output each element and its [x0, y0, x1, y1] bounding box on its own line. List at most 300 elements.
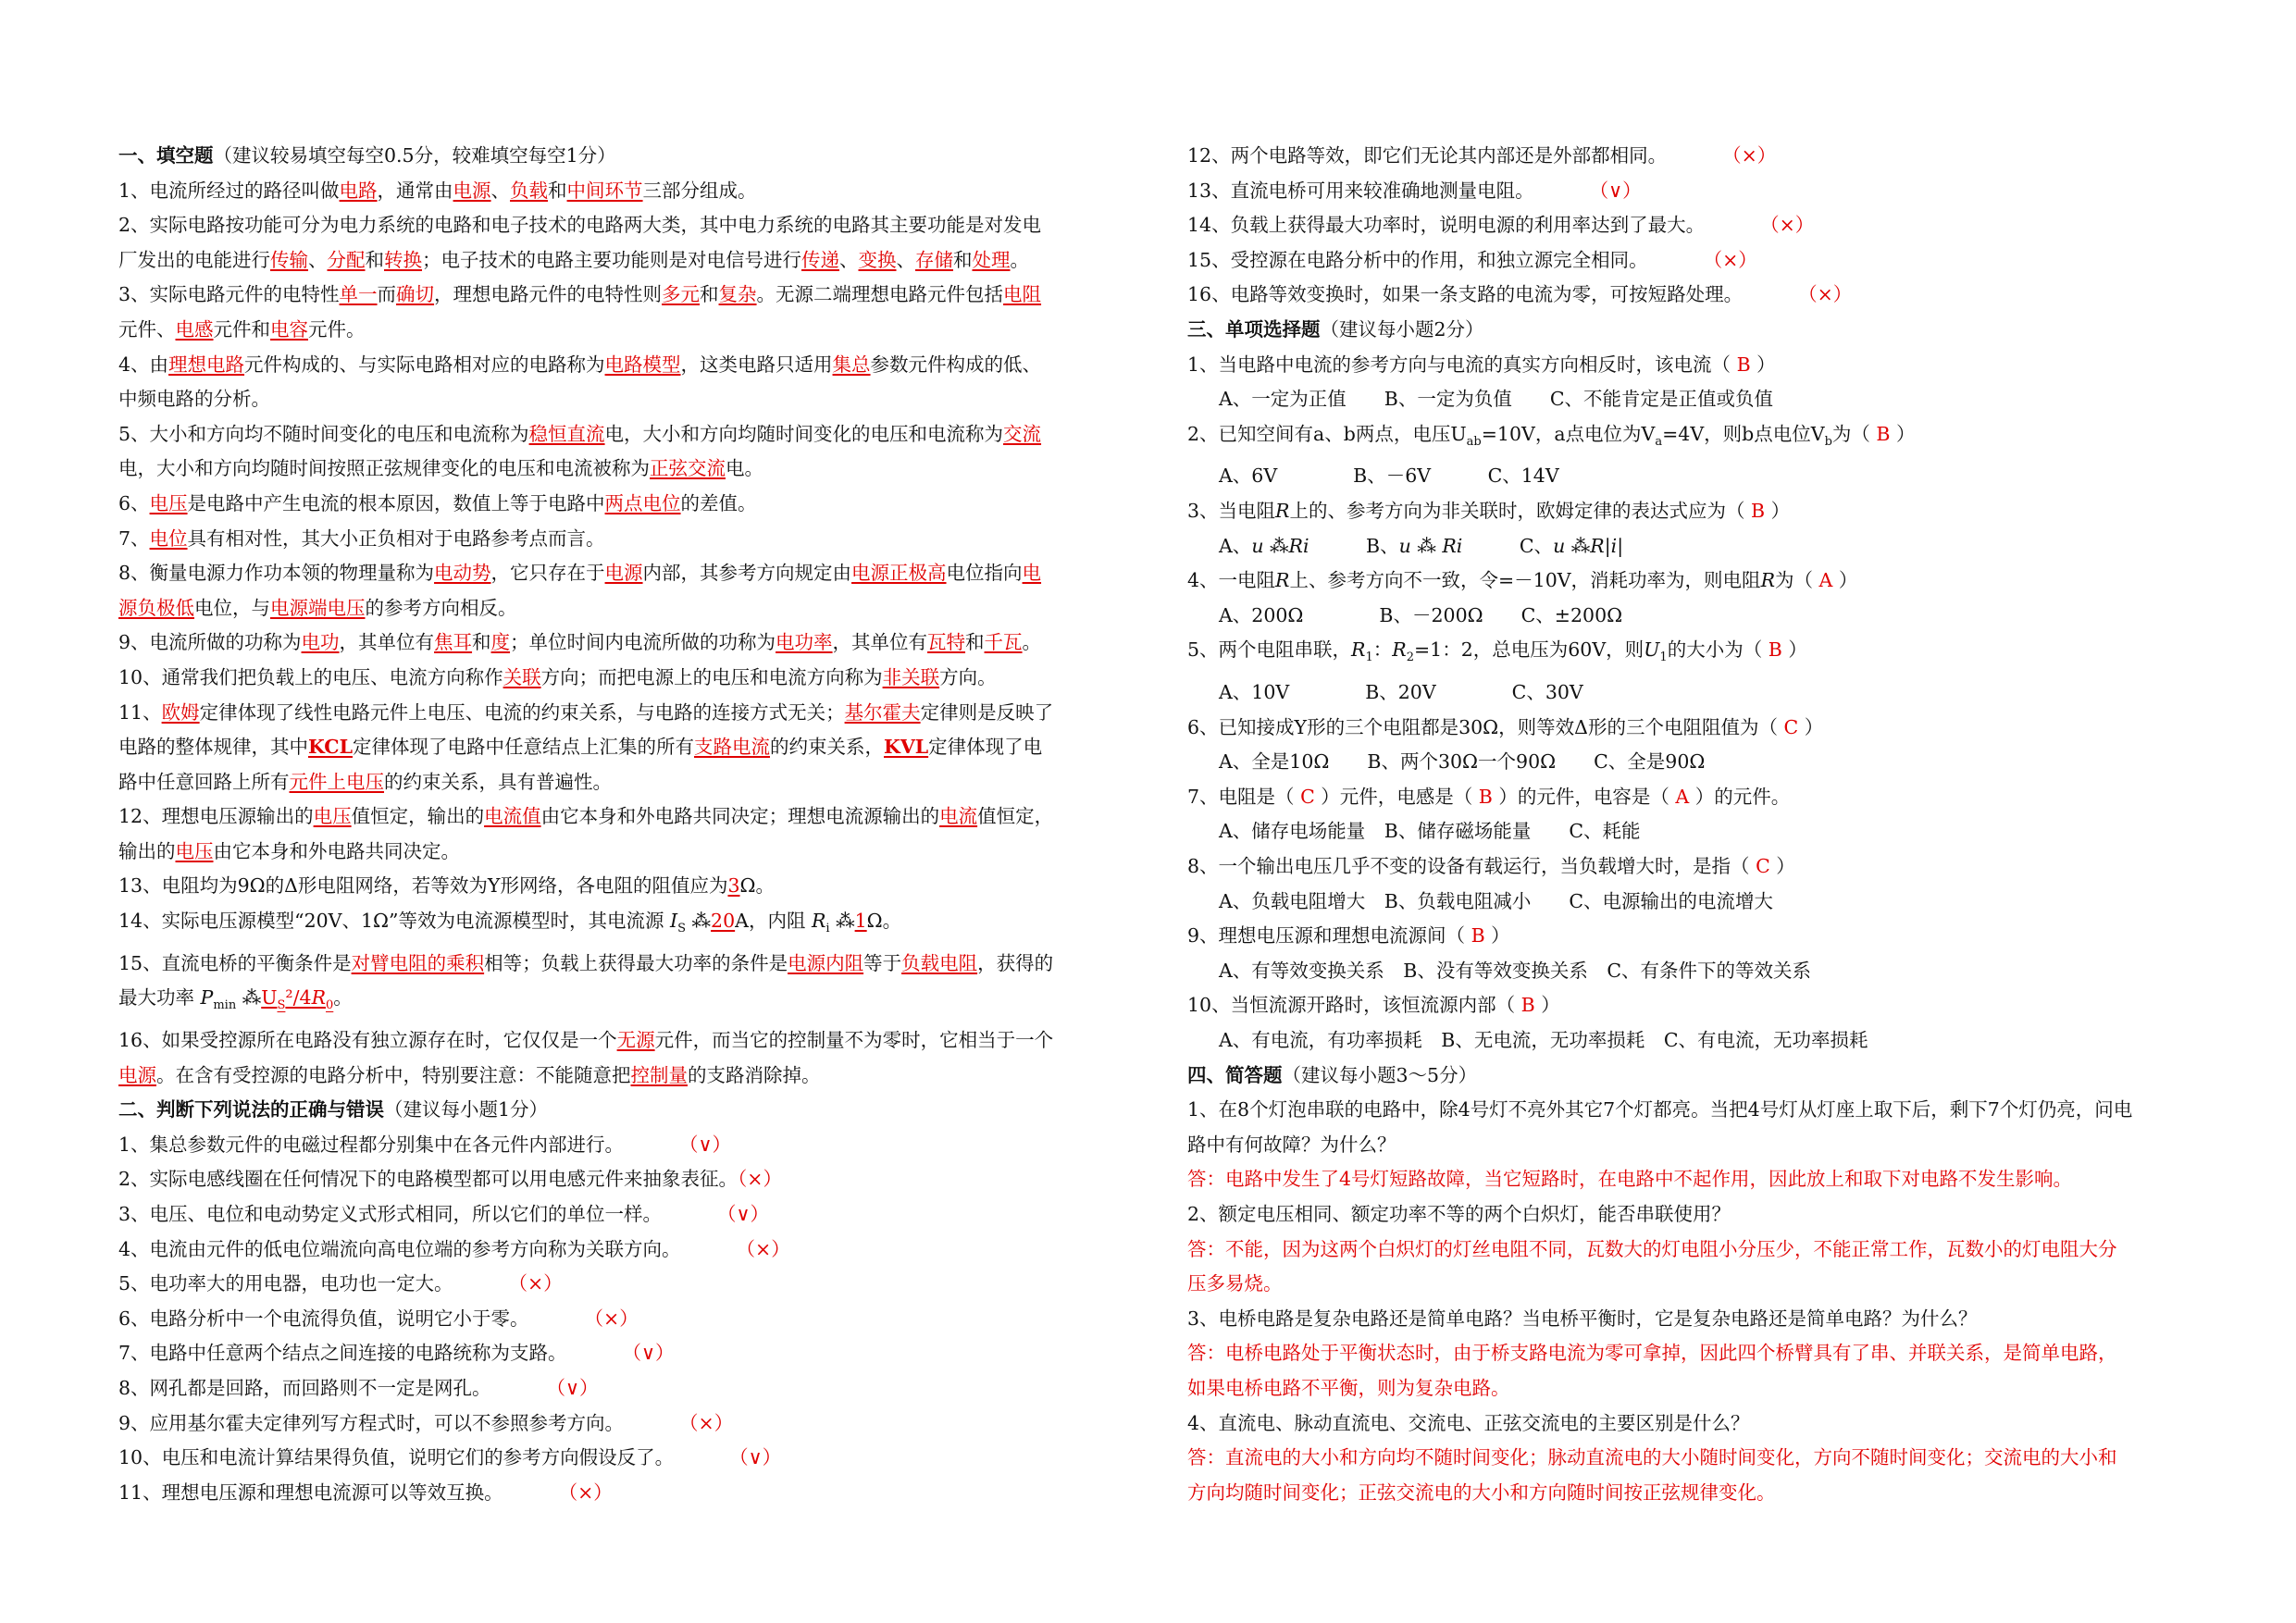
answer-blank: 电源端电压: [270, 596, 366, 619]
left-line: [118, 348, 1120, 383]
right-line: [1187, 885, 2198, 920]
right-column: [1187, 139, 2198, 1510]
subscript: 1: [1365, 650, 1373, 665]
left-line: [118, 799, 1120, 835]
option-text: A、200Ω B、－200Ω C、±200Ω: [1219, 603, 1623, 626]
text: 上的、参考方向为非关联时，欧姆定律的表达式应为（: [1289, 500, 1745, 523]
text: 中频电路的分析。: [118, 388, 270, 411]
answer-blank: 电感: [175, 317, 214, 341]
left-line: [118, 208, 1120, 243]
answer-blank: 理想电路: [168, 353, 245, 376]
left-line: [118, 869, 1120, 904]
math-symbol: R: [811, 910, 826, 933]
answer-text: 答：电桥电路处于平衡状态时，由于桥支路电流为零可拿掉，因此四个桥臂具有了串、并联关系，是简单电路，: [1187, 1342, 2117, 1365]
text: 的支路消除掉。: [688, 1063, 821, 1086]
text: ；电子技术的电路主要功能则是对电信号进行: [422, 248, 801, 271]
answer-blank: 欧姆: [161, 700, 200, 724]
answer-choice: B: [1869, 422, 1896, 445]
answer-blank: 电流值: [484, 805, 541, 828]
judgement-mark: （×）: [508, 1272, 563, 1295]
answer-text: 方向均随时间变化；正弦交流电的大小和方向随时间按正弦规律变化。: [1187, 1481, 1776, 1504]
text: 和: [548, 179, 567, 202]
left-line: [118, 730, 1120, 765]
right-line: [1187, 529, 2198, 564]
answer-blank: 传输: [270, 248, 308, 271]
right-line: [1187, 382, 2198, 417]
text: 电路的整体规律，其中: [118, 736, 308, 759]
text: 内部，其参考方向规定由: [642, 562, 852, 585]
text: 具有相对性，其大小正负相对于电路参考点而言。: [187, 527, 605, 550]
answer-blank: 电位: [149, 527, 188, 550]
answer-choice: A: [1669, 785, 1695, 808]
answer-blank: 处理: [972, 248, 1011, 271]
answer-text: 答：电路中发生了4号灯短路故障，当它短路时，在电路中不起作用，因此放上和取下对电路不发生影响。: [1187, 1168, 2073, 1191]
text: 8、一个输出电压几乎不变的设备有载运行，当负载增大时，是指（: [1187, 855, 1750, 878]
answer-blank: 电阻: [1003, 283, 1042, 306]
text: ）: [1756, 353, 1776, 376]
text: 方向。: [939, 665, 997, 688]
section-heading: 三、单项选择题: [1187, 317, 1321, 341]
right-line: [1187, 417, 2198, 460]
answer-blank: 瓦特: [927, 631, 966, 654]
answer-choice: B: [1515, 994, 1542, 1017]
answer-blank: 千瓦: [984, 631, 1023, 654]
left-line: [118, 1267, 1120, 1302]
text: 6、电路分析中一个电流得负值，说明它小于零。: [118, 1307, 529, 1330]
answer-choice: B: [1472, 785, 1499, 808]
left-line: [118, 661, 1120, 696]
option-text: A、有等效变换关系 B、没有等效变换关系 C、有条件下的等效关系: [1219, 959, 1812, 982]
answer-choice: A: [1813, 569, 1839, 592]
text: （建议每小题1分）: [384, 1098, 549, 1121]
text: 12、理想电压源输出的: [118, 805, 314, 828]
right-line: [1187, 313, 2198, 348]
left-line: [118, 243, 1120, 279]
text: ，理想电路元件的电特性则: [434, 283, 663, 306]
text: ⁂: [686, 910, 712, 933]
judgement-mark: （∨）: [622, 1342, 675, 1365]
text: 由它本身和外电路共同决定；理想电流源输出的: [540, 805, 940, 828]
answer-blank: 负载电阻: [901, 951, 978, 974]
answer-blank: 交流: [1003, 422, 1042, 445]
text: ）: [1776, 855, 1795, 878]
text: 。无源二端理想电路元件包括: [756, 283, 1004, 306]
answer-blank: 变换: [858, 248, 897, 271]
answer-blank: U: [261, 986, 278, 1010]
text: 3、当电阻: [1187, 500, 1276, 523]
left-line: [118, 452, 1120, 487]
answer-blank: KCL: [308, 736, 353, 759]
text: 4、电流由元件的低电位端流向高电位端的参考方向称为关联方向。: [118, 1237, 681, 1260]
right-line: [1187, 1336, 2198, 1371]
subscript: min: [213, 998, 237, 1013]
text: =10V，a点电位为V: [1481, 422, 1656, 445]
text: 路中有何故障？为什么？: [1187, 1133, 1396, 1156]
text: 和: [965, 631, 985, 654]
text: 13、电阻均为9Ω的Δ形电阻网络，若等效为Y形网络，各电阻的阻值应为: [118, 874, 728, 898]
text: Ω。: [866, 910, 902, 933]
answer-blank: 关联: [503, 665, 541, 688]
answer-blank: 分配: [327, 248, 366, 271]
text: 5、大小和方向均不随时间变化的电压和电流称为: [118, 422, 529, 445]
text: ）: [1788, 638, 1807, 662]
option-text: A、有电流，有功率损耗 B、无电流，无功率损耗 C、有电流，无功率损耗: [1219, 1029, 1868, 1052]
right-line: [1187, 780, 2198, 815]
answer-blank: 中间环节: [566, 179, 643, 202]
text: ⁂: [1410, 534, 1443, 557]
text: 1、当电路中电流的参考方向与电流的真实方向相反时，该电流（: [1187, 353, 1731, 376]
math-symbol: R: [1590, 534, 1605, 557]
text: 定律则是反映了: [920, 700, 1054, 724]
judgement-mark: （∨）: [546, 1376, 599, 1399]
answer-blank: 20: [711, 910, 736, 933]
math-symbol: R: [1275, 569, 1290, 592]
text: 3、实际电路元件的电特性: [118, 283, 340, 306]
answer-blank: 3: [727, 874, 740, 898]
answer-choice: B: [1731, 353, 1757, 376]
text: 、: [490, 179, 511, 202]
right-line: [1187, 814, 2198, 849]
text: 最大功率: [118, 986, 201, 1010]
answer-choice: B: [1744, 500, 1771, 523]
answer-blank: 焦耳: [434, 631, 473, 654]
left-line: [118, 981, 1120, 1023]
text: 、: [896, 248, 915, 271]
judgement-mark: （∨）: [1589, 179, 1642, 202]
left-line: [118, 1476, 1120, 1511]
right-line: [1187, 988, 2198, 1023]
text: 由它本身和外电路共同决定。: [213, 839, 460, 862]
text: 和: [365, 248, 384, 271]
text: 10、通常我们把负载上的电压、电流方向称作: [118, 665, 503, 688]
text: 为（: [1831, 422, 1870, 445]
text: =4V，则b点电位V: [1662, 422, 1825, 445]
right-line: [1187, 1233, 2198, 1268]
text: 8、网孔都是回路，而回路则不一定是网孔。: [118, 1376, 491, 1399]
text: 三部分组成。: [642, 179, 757, 202]
math-symbol: R: [1351, 638, 1366, 662]
left-line: [118, 765, 1120, 800]
right-line: [1187, 243, 2198, 279]
left-line: [118, 417, 1120, 452]
right-line: [1187, 1267, 2198, 1302]
text: 7、电路中任意两个结点之间连接的电路统称为支路。: [118, 1342, 567, 1365]
judgement-mark: （∨）: [679, 1133, 732, 1156]
section-heading: 四、简答题: [1187, 1063, 1283, 1086]
text: 16、如果受控源所在电路没有独立源存在时，它仅仅是一个: [118, 1029, 617, 1052]
judgement-mark: （×）: [736, 1237, 790, 1260]
answer-blank: KVL: [884, 736, 929, 759]
text: 电。: [726, 457, 763, 480]
text: 10、当恒流源开路时，该恒流源内部（: [1187, 994, 1516, 1017]
text: 方向；而把电源上的电压和电流方向称为: [540, 665, 883, 688]
text: |: [1604, 534, 1611, 557]
right-line: [1187, 459, 2198, 494]
text: 电位指向: [946, 562, 1023, 585]
subscript: i: [825, 922, 830, 936]
text: 参数元件构成的低、: [870, 353, 1042, 376]
math-symbol: i: [1610, 534, 1618, 557]
text: 5、电功率大的用电器，电功也一定大。: [118, 1272, 453, 1295]
answer-blank: 电压: [313, 805, 352, 828]
text: 4、由: [118, 353, 169, 376]
text: 路中任意回路上所有: [118, 770, 290, 793]
text: 定律体现了电: [928, 736, 1043, 759]
left-line: [118, 139, 1120, 174]
text: =1：2，总电压为60V，则: [1413, 638, 1644, 662]
left-line: [118, 591, 1120, 626]
answer-blank: 转换: [384, 248, 422, 271]
answer-choice: B: [1465, 924, 1492, 948]
right-line: [1187, 1406, 2198, 1442]
answer-blank: S: [277, 998, 286, 1013]
right-line: [1187, 954, 2198, 989]
answer-text: 答：不能，因为这两个白炽灯的灯丝电阻不同，瓦数大的灯电阻小分压少，不能正常工作，瓦数小的灯电阻大分: [1187, 1237, 2117, 1260]
answer-text: 压多易烧。: [1187, 1272, 1283, 1295]
text: ⁂: [1263, 534, 1289, 557]
text: ）的元件。: [1694, 785, 1791, 808]
text: ，这类电路只适用: [680, 353, 833, 376]
text: 、: [308, 248, 328, 271]
right-line: [1187, 1023, 2198, 1059]
left-line: [118, 278, 1120, 313]
text: 7、: [118, 527, 150, 550]
text: ⁂: [829, 910, 855, 933]
right-line: [1187, 919, 2198, 954]
right-line: [1187, 1128, 2198, 1163]
option-text: A、全是10Ω B、两个30Ω一个90Ω C、全是90Ω: [1219, 750, 1706, 774]
text: ，通常由: [377, 179, 453, 202]
answer-blank: 电路: [339, 179, 378, 202]
text: 的约束关系，: [770, 736, 884, 759]
option-text: A、: [1219, 534, 1252, 557]
answer-blank: 正弦交流: [650, 457, 726, 480]
math-symbol: Ri: [1288, 534, 1309, 557]
right-line: [1187, 675, 2198, 711]
text: 定律体现了线性电路元件上电压、电流的约束关系，与电路的连接方式无关；: [199, 700, 845, 724]
text: 是电路中产生电流的根本原因，数值上等于电路中: [187, 491, 605, 514]
text: 而: [377, 283, 397, 306]
answer-blank: 确切: [396, 283, 435, 306]
text: 2、额定电压相同、额定功率不等的两个白炽灯，能否串联使用？: [1187, 1203, 1731, 1225]
text: 等于: [863, 951, 902, 974]
text: 元件、: [118, 317, 176, 341]
right-line: [1187, 633, 2198, 675]
answer-blank: ²/4: [285, 986, 312, 1010]
option-text: A、10V B、20V C、30V: [1219, 681, 1583, 704]
left-line: [118, 626, 1120, 661]
text: 电位，与: [194, 596, 270, 619]
right-line: [1187, 1441, 2198, 1476]
math-symbol: u: [1398, 534, 1411, 557]
subscript: S: [677, 922, 687, 936]
answer-blank: 稳恒直流: [528, 422, 605, 445]
answer-blank: 电压: [149, 491, 188, 514]
text: 相等；负载上获得最大功率的条件是: [484, 951, 788, 974]
text: ）: [1804, 715, 1824, 738]
text: （建议每小题3～5分）: [1282, 1063, 1478, 1086]
text: 定律体现了电路中任意结点上汇集的所有: [353, 736, 694, 759]
answer-blank: R: [311, 986, 327, 1010]
answer-blank: 无源: [616, 1029, 655, 1052]
right-line: [1187, 278, 2198, 313]
text: 的参考方向相反。: [365, 596, 517, 619]
answer-blank: 电源: [118, 1063, 156, 1086]
answer-choice: C: [1749, 855, 1777, 878]
math-symbol: P: [200, 986, 214, 1010]
math-symbol: u: [1251, 534, 1264, 557]
option-text: A、储存电场能量 B、储存磁场能量 C、耗能: [1219, 820, 1641, 843]
text: 1、在8个灯泡串联的电路中，除4号灯不亮外其它7个灯都亮。当把4号灯从灯座上取下后，剩下7个灯仍亮，问电: [1187, 1098, 2133, 1121]
answer-blank: 元件上电压: [289, 770, 384, 793]
right-line: [1187, 599, 2198, 634]
judgement-mark: （×）: [1722, 144, 1777, 167]
right-line: [1187, 1302, 2198, 1337]
text: ）的元件，电容是（: [1498, 785, 1669, 808]
left-line: [118, 1093, 1120, 1128]
answer-blank: 源负极低: [118, 596, 194, 619]
text: （建议每小题2分）: [1320, 317, 1484, 341]
answer-blank: 电功率: [776, 631, 833, 654]
answer-blank: 电功: [301, 631, 340, 654]
text: 11、理想电压源和理想电流源可以等效互换。: [118, 1481, 503, 1504]
left-column: [118, 139, 1120, 1510]
text: 输出的: [118, 839, 176, 862]
left-line: [118, 1197, 1120, 1233]
text: 12、两个电路等效，即它们无论其内部还是外部都相同。: [1187, 144, 1668, 167]
text: B、: [1309, 534, 1399, 557]
subscript: 2: [1406, 650, 1414, 665]
math-symbol: R: [1392, 638, 1407, 662]
text: ；单位时间内电流所做的功称为: [510, 631, 776, 654]
text: 和: [700, 283, 719, 306]
answer-blank: 对臂电阻的乘积: [351, 951, 485, 974]
section-heading: 一、填空题: [118, 144, 214, 167]
text: 电，大小和方向均随时间变化的电压和电流称为: [604, 422, 1004, 445]
answer-blank: 非关联: [882, 665, 940, 688]
text: 。: [1010, 248, 1029, 271]
answer-choice: B: [1762, 638, 1789, 662]
math-symbol: u: [1553, 534, 1566, 557]
text: 6、已知接成Y形的三个电阻都是30Ω，则等效Δ形的三个电阻阻值为（: [1187, 715, 1778, 738]
answer-blank: 负载: [510, 179, 549, 202]
answer-blank: 电容: [270, 317, 308, 341]
left-line: [118, 1406, 1120, 1442]
answer-blank: 度: [490, 631, 511, 654]
answer-choice: C: [1777, 715, 1805, 738]
text: （建议较易填空每空0.5分，较难填空每空1分）: [213, 144, 616, 167]
math-symbol: Ri: [1442, 534, 1463, 557]
answer-blank: 复杂: [718, 283, 757, 306]
text: A，内阻: [735, 910, 812, 933]
answer-choice: C: [1294, 785, 1322, 808]
math-symbol: U: [1644, 638, 1660, 662]
text: 上、参考方向不一致，令=－10V，消耗功率为，则电阻: [1289, 569, 1761, 592]
right-line: [1187, 1476, 2198, 1511]
right-line: [1187, 174, 2198, 209]
text: 元件。: [308, 317, 366, 341]
right-line: [1187, 564, 2198, 599]
text: 6、: [118, 491, 150, 514]
text: 元件和: [213, 317, 270, 341]
text: ，获得的: [977, 951, 1054, 974]
left-line: [118, 1162, 1120, 1197]
text: 3、电压、电位和电动势定义式形式相同，所以它们的单位一样。: [118, 1203, 663, 1225]
right-line: [1187, 1371, 2198, 1406]
text: C、: [1462, 534, 1554, 557]
judgement-mark: （∨）: [717, 1203, 770, 1225]
text: 、: [839, 248, 859, 271]
option-text: A、负载电阻增大 B、负载电阻减小 C、电源输出的电流增大: [1219, 889, 1774, 912]
text: 2、实际电感线圈在任何情况下的电路模型都可以用电感元件来抽象表征。: [118, 1168, 738, 1191]
text: ⁂: [236, 986, 262, 1010]
answer-choice: （×）: [738, 1168, 782, 1191]
left-line: [118, 1302, 1120, 1337]
right-line: [1187, 1093, 2198, 1128]
right-line: [1187, 849, 2198, 885]
text: ⁂: [1565, 534, 1591, 557]
judgement-mark: （×）: [1798, 283, 1853, 306]
answer-blank: 存储: [915, 248, 953, 271]
text: 和: [472, 631, 491, 654]
text: 7、电阻是（: [1187, 785, 1295, 808]
answer-blank: 基尔霍夫: [844, 700, 921, 724]
text: 和: [953, 248, 973, 271]
left-line: [118, 904, 1120, 947]
right-line: [1187, 208, 2198, 243]
text: 值恒定，输出的: [351, 805, 485, 828]
text: 电，大小和方向均随时间按照正弦规律变化的电压和电流被称为: [118, 457, 650, 480]
text: ）: [1541, 994, 1560, 1017]
text: 3、电桥电路是复杂电路还是简单电路？当电桥平衡时，它是复杂电路还是简单电路？为什么？: [1187, 1307, 1978, 1330]
text: ）: [1838, 569, 1858, 592]
answer-blank: 支路电流: [694, 736, 770, 759]
left-line: [118, 1128, 1120, 1163]
text: 4、一电阻: [1187, 569, 1276, 592]
answer-text: 如果电桥电路不平衡，则为复杂电路。: [1187, 1376, 1510, 1399]
answer-blank: 电压: [175, 839, 214, 862]
text: 元件构成的、与实际电路相对应的电路称为: [244, 353, 605, 376]
subscript: ab: [1466, 434, 1482, 449]
section-heading: 二、判断下列说法的正确与错误: [118, 1098, 384, 1121]
text: ）: [1896, 422, 1916, 445]
left-line: [118, 947, 1120, 982]
right-line: [1187, 348, 2198, 383]
text: 14、实际电压源模型“20V、1Ω”等效为电流源模型时，其电流源: [118, 910, 670, 933]
left-line: [118, 835, 1120, 870]
text: 13、直流电桥可用来较准确地测量电阻。: [1187, 179, 1534, 202]
text: ，其单位有: [832, 631, 928, 654]
text: Ω。: [739, 874, 776, 898]
answer-blank: 传递: [801, 248, 839, 271]
judgement-mark: （×）: [679, 1411, 734, 1434]
text: 9、应用基尔霍夫定律列写方程式时，可以不参照参考方向。: [118, 1411, 625, 1434]
right-line: [1187, 711, 2198, 746]
left-line: [118, 1441, 1120, 1476]
answer-blank: 0: [326, 998, 334, 1013]
text: 11、: [118, 700, 162, 724]
text: 15、直流电桥的平衡条件是: [118, 951, 352, 974]
answer-blank: 电源内阻: [788, 951, 864, 974]
text: 。在含有受控源的电路分析中，特别要注意：不能随意把: [156, 1063, 631, 1086]
answer-blank: 电源正极高: [851, 562, 947, 585]
left-line: [118, 1023, 1120, 1059]
left-line: [118, 1371, 1120, 1406]
judgement-mark: （×）: [584, 1307, 639, 1330]
text: 10、电压和电流计算结果得负值，说明它们的参考方向假设反了。: [118, 1446, 675, 1469]
text: |: [1617, 534, 1624, 557]
answer-blank: 集总: [832, 353, 871, 376]
